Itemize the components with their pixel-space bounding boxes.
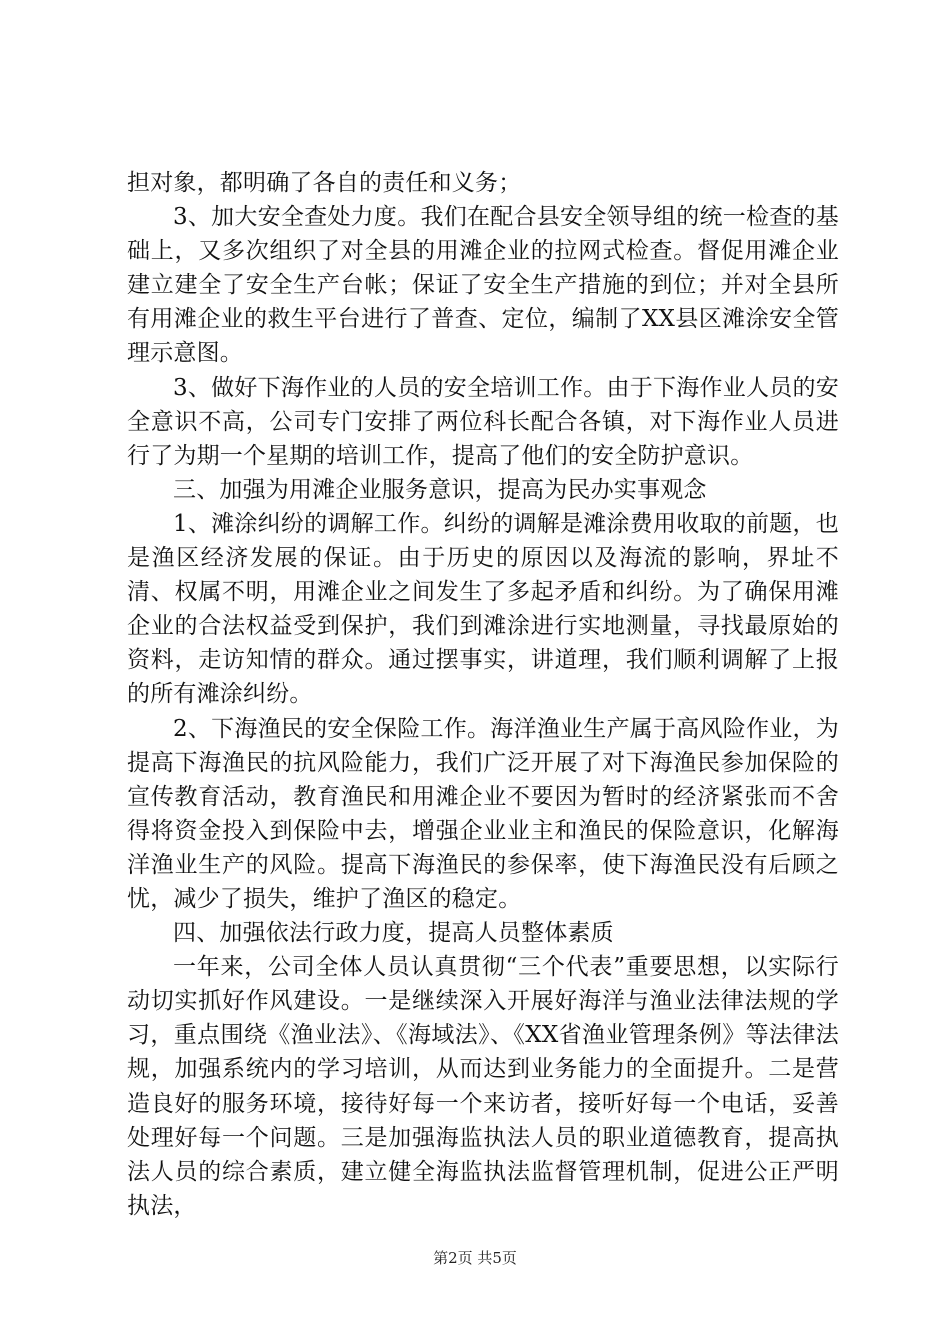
paragraph-safety-training: 3、做好下海作业的人员的安全培训工作。由于下海作业人员的安全意识不高，公司专门安排了两位科长配合各镇，对下海作业人员进行了为期一个星期的培训工作，提高了他们的安全防护意识。 <box>127 374 839 469</box>
paragraph-insurance: 2、下海渔民的安全保险工作。海洋渔业生产属于高风险作业，为提高下海渔民的抗风险能力，我们广泛开展了对下海渔民参加保险的宣传教育活动，教育渔民和用滩企业不要因为暂时的经济紧张而不舍得将资金投入到保险中去，增强企业业主和渔民的保险意识，化解海洋渔业生产的风险。提高下海渔民的参保率，使下海渔民没有后顾之忧，减少了损失，维护了渔区的稳定。 <box>127 715 839 912</box>
paragraph-continuation: 担对象，都明确了各自的责任和义务； <box>127 170 522 196</box>
paragraph-safety-inspection: 3、加大安全查处力度。我们在配合县安全领导组的统一检查的基础上，又多次组织了对全县的用滩企业的拉网式检查。督促用滩企业建立建全了安全生产台帐；保证了安全生产措施的到位；并对全县所有用滩企业的救生平台进行了普查、定位，编制了XX县区滩涂安全管理示意图。 <box>127 204 839 367</box>
paragraph-staff-conduct: 一年来，公司全体人员认真贯彻“三个代表”重要思想，以实际行动切实抓好作风建设。一是继续深入开展好海洋与渔业法律法规的学习，重点围绕《渔业法》、《海域法》、《XX省渔业管理条例》等法律法规，加强系统内的学习培训，从而达到业务能力的全面提升。二是营造良好的服务环境，接待好每一个来访者，接听好每一个电话，妥善处理好每一个问题。三是加强海监执法人员的职业道德教育，提高执法人员的综合素质，建立健全海监执法监督管理机制，促进公正严明执法， <box>127 954 839 1219</box>
section-heading-law: 四、加强依法行政力度，提高人员整体素质 <box>173 920 614 947</box>
section-heading-service: 三、加强为用滩企业服务意识，提高为民办实事观念 <box>173 476 707 503</box>
paragraph-dispute-mediation: 1、滩涂纠纷的调解工作。纠纷的调解是滩涂费用收取的前题，也是渔区经济发展的保证。由于历史的原因以及海流的影响，界址不清、权属不明，用滩企业之间发生了多起矛盾和纠纷。为了确保用滩企业的合法权益受到保护，我们到滩涂进行实地测量，寻找最原始的资料，走访知情的群众。通过摆事实，讲道理，我们顺利调解了上报的所有滩涂纠纷。 <box>127 510 839 708</box>
page-footer: 第2页 共5页 <box>433 1249 517 1267</box>
document-body <box>127 166 839 1223</box>
